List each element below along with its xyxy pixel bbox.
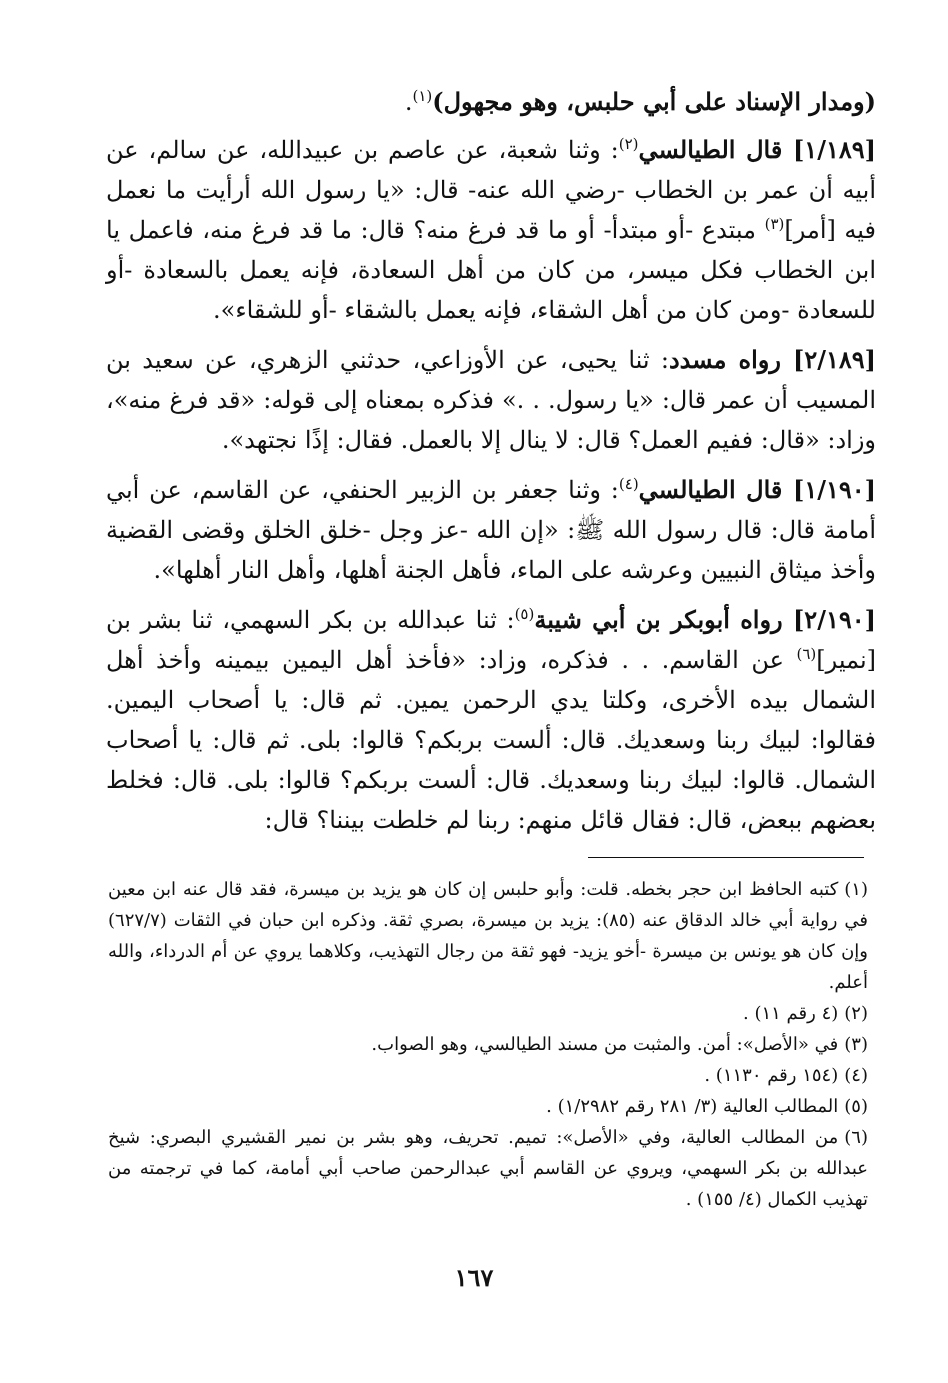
hadith-1190-2-body: : ثنا عبدالله بن بكر السهمي، ثنا بشر بن [نمير] <box>106 606 876 674</box>
footnote-ref-2: (٢) <box>618 135 639 153</box>
footnote-item <box>108 874 868 998</box>
hadith-1189-2 <box>106 340 876 460</box>
footnote-text: في «الأصل»: أمن. والمثبت من مسند الطيالسي، وهو الصواب. <box>371 1034 839 1055</box>
footnotes-section <box>108 874 868 1215</box>
footnote-item <box>108 1122 868 1215</box>
footnote-item <box>108 998 868 1029</box>
main-text <box>106 82 876 850</box>
footnote-number: (٤) <box>844 1065 868 1086</box>
hadith-1190-1-ref: [١/١٩٠] قال الطيالسي <box>638 475 876 504</box>
hadith-1189-1-body-2: مبتدع -أو مبتدأ- أو ما قد فرغ منه؟ قال: ما قد فرغ منه، فاعمل يا ابن الخطاب فكل ميسر، من كان من أهل السعادة، فإنه يعمل بالسعادة -أو للسعادة -ومن كان من أهل الشقاء، فإنه يعمل بالشقاء -أو للشقاء». <box>106 216 876 324</box>
footnote-number: (٥) <box>844 1096 868 1117</box>
intro-paragraph <box>106 82 876 122</box>
footnote-ref-5: (٥) <box>514 605 535 623</box>
footnote-divider <box>588 857 864 858</box>
hadith-1189-1 <box>106 130 876 330</box>
footnote-ref-3: (٣) <box>764 215 785 233</box>
footnote-text: المطالب العالية (٣/ ٢٨١ رقم ١/٢٩٨٢) . <box>546 1096 839 1117</box>
footnote-number: (١) <box>844 879 868 900</box>
footnote-number: (٢) <box>844 1003 868 1024</box>
hadith-1190-2-body-2: عن القاسم. . . فذكره، وزاد: «فأخذ أهل اليمين بيمينه وأخذ أهل الشمال بيده الأخرى، وكلتا يدي الرحمن يمين. ثم قال: يا أصحاب اليمين. فقالوا: لبيك ربنا وسعديك. قال: ألست بربكم؟ قالوا: بلى. ثم قال: يا أصحاب الشمال. قالوا: لبيك ربنا وسعديك. قال: ألست بربكم؟ قالوا: بلى. قال: فخلط بعضهم ببعض، قال: فقال قائل منهم: ربنا لم خلطت بيننا؟ قال: <box>106 646 876 834</box>
footnote-ref-1: (١) <box>412 87 433 105</box>
hadith-1190-2 <box>106 600 876 840</box>
footnote-text: كتبه الحافظ ابن حجر بخطه. قلت: وأبو حلبس إن كان هو يزيد بن ميسرة، فقد قال عنه ابن معين في رواية أبي خالد الدقاق عنه (٨٥): يزيد بن ميسرة، بصري ثقة. وذكره ابن حبان في الثقات (٦٢٧/٧) وإن كان هو يونس بن ميسرة -أخو يزيد- فهو ثقة من رجال التهذيب، وكلاهما يروي عن أم الدرداء، والله أعلم. <box>108 879 868 993</box>
footnote-item <box>108 1091 868 1122</box>
hadith-1189-1-body: : وثنا شعبة، عن عاصم بن عبيدالله، عن سالم، عن أبيه أن عمر بن الخطاب -رضي الله عنه- قال: «يا رسول الله أرأيت ما نعمل فيه [أمر] <box>106 136 877 244</box>
footnote-number: (٦) <box>844 1127 868 1148</box>
page-number: ١٦٧ <box>454 1263 494 1292</box>
hadith-1189-1-ref: [١/١٨٩] قال الطيالسي <box>638 135 876 164</box>
footnote-number: (٣) <box>844 1034 868 1055</box>
footnote-text: (١٥٤ رقم ١١٣٠) . <box>704 1065 839 1086</box>
footnote-ref-6: (٦) <box>796 645 817 663</box>
footnote-item <box>108 1029 868 1060</box>
hadith-1190-2-ref: [٢/١٩٠] رواه أبوبكر بن أبي شيبة <box>534 605 876 634</box>
hadith-1189-2-body: : ثنا يحيى، عن الأوزاعي، حدثني الزهري، عن سعيد بن المسيب أن عمر قال: «يا رسول. . .» فذكره بمعناه إلى قوله: «قد فرغ منه»، وزاد: «قال: ففيم العمل؟ قال: لا ينال إلا بالعمل. فقال: إذًا نجتهد». <box>106 346 876 454</box>
hadith-1190-1-body: : وثنا جعفر بن الزبير الحنفي، عن القاسم، عن أبي أمامة قال: قال رسول الله ﷺ: «إن الله -عز وجل -خلق الخلق وقضى القضية وأخذ ميثاق النبيين وعرشه على الماء، فأهل الجنة أهلها، وأهل النار أهلها». <box>106 476 876 584</box>
intro-text: (ومدار الإسناد على أبي حلبس، وهو مجهول) <box>432 87 876 116</box>
footnote-text: (٤ رقم ١١) . <box>743 1003 839 1024</box>
footnote-ref-4: (٤) <box>618 475 639 493</box>
footnote-text: من المطالب العالية، وفي «الأصل»: تميم. تحريف، وهو بشر بن نمير القشيري البصري: شيخ عبدالله بن بكر السهمي، ويروي عن القاسم أبي عبدالرحمن صاحب أبي أمامة، كما في ترجمته من تهذيب الكمال (٤/ ١٥٥) . <box>108 1127 868 1210</box>
footnote-item <box>108 1060 868 1091</box>
intro-tail: . <box>404 88 413 116</box>
hadith-1189-2-ref: [٢/١٨٩] رواه مسدد <box>668 345 876 374</box>
hadith-1190-1 <box>106 470 876 590</box>
